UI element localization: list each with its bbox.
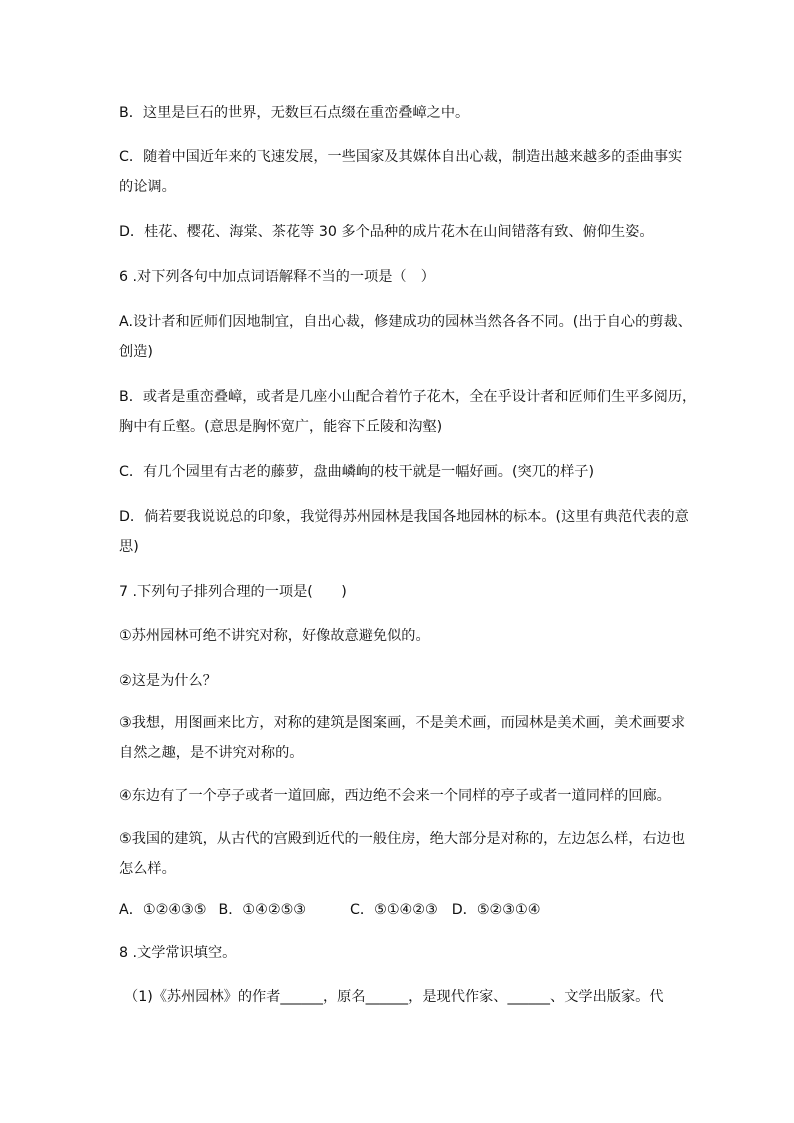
q7-option-c: C．⑤①④②③ bbox=[350, 902, 438, 918]
q6-option-c: C．有几个园里有古老的藤萝，盘曲嶙峋的枝干就是一幅好画。(突兀的样子) bbox=[119, 464, 594, 480]
q7-sentence-5-continued: 怎么样。 bbox=[119, 861, 176, 877]
q7-option-d: D．⑤②③①④ bbox=[451, 902, 541, 918]
question-8-title: 8 .文学常识填空。 bbox=[119, 945, 237, 961]
question-7-title: 7 .下列句子排列合理的一项是( ) bbox=[119, 584, 347, 600]
q6-option-a-continued: 创造) bbox=[119, 344, 153, 360]
question-6-title: 6 .对下列各句中加点词语解释不当的一项是（ ） bbox=[119, 269, 435, 285]
q5-option-b: B．这里是巨石的世界，无数巨石点缀在重峦叠嶂之中。 bbox=[119, 105, 470, 121]
q5-option-c: C．随着中国近年来的飞速发展，一些国家及其媒体自出心裁，制造出越来越多的歪曲事实 bbox=[119, 149, 683, 165]
q6-option-a: A.设计者和匠师们因地制宜，自出心裁，修建成功的园林当然各各不同。(出于自心的剪裁、 bbox=[119, 314, 692, 330]
q7-sentence-1: ①苏州园林可绝不讲究对称，好像故意避免似的。 bbox=[119, 628, 430, 644]
q7-sentence-5: ⑤我国的建筑，从古代的宫殿到近代的一般住房，绝大部分是对称的，左边怎么样，右边也 bbox=[119, 831, 686, 847]
q7-sentence-3-continued: 自然之趣，是不讲究对称的。 bbox=[119, 745, 304, 761]
q6-option-b-continued: 胸中有丘壑。(意思是胸怀宽广，能容下丘陵和沟壑) bbox=[119, 419, 443, 435]
q6-option-d-continued: 思) bbox=[119, 539, 139, 555]
q5-option-c-continued: 的论调。 bbox=[119, 179, 176, 195]
q7-sentence-4: ④东边有了一个亭子或者一道回廊，西边绝不会来一个同样的亭子或者一道同样的回廊。 bbox=[119, 788, 671, 804]
q7-sentence-3: ③我想，用图画来比方，对称的建筑是图案画，不是美术画，而园林是美术画，美术画要求 bbox=[119, 715, 686, 731]
q6-option-d: D．倘若要我说说总的印象，我觉得苏州园林是我国各地园林的标本。(这里有典范代表的意 bbox=[119, 509, 689, 525]
q7-sentence-2: ②这是为什么？ bbox=[119, 673, 217, 689]
q7-options-row bbox=[119, 901, 540, 919]
q8-item-1: （1)《苏州园林》的作者______，原名______，是现代作家、______、文学出版家。代 bbox=[124, 989, 664, 1005]
q7-option-a: A．①②④③⑤ bbox=[119, 902, 207, 918]
q6-option-b: B．或者是重峦叠嶂，或者是几座小山配合着竹子花木，全在乎设计者和匠师们生平多阅历， bbox=[119, 389, 697, 405]
q7-option-b: B．①④②⑤③ bbox=[218, 902, 307, 918]
q5-option-d: D．桂花、樱花、海棠、茶花等 30 多个品种的成片花木在山间错落有致、俯仰生姿。 bbox=[119, 224, 654, 240]
